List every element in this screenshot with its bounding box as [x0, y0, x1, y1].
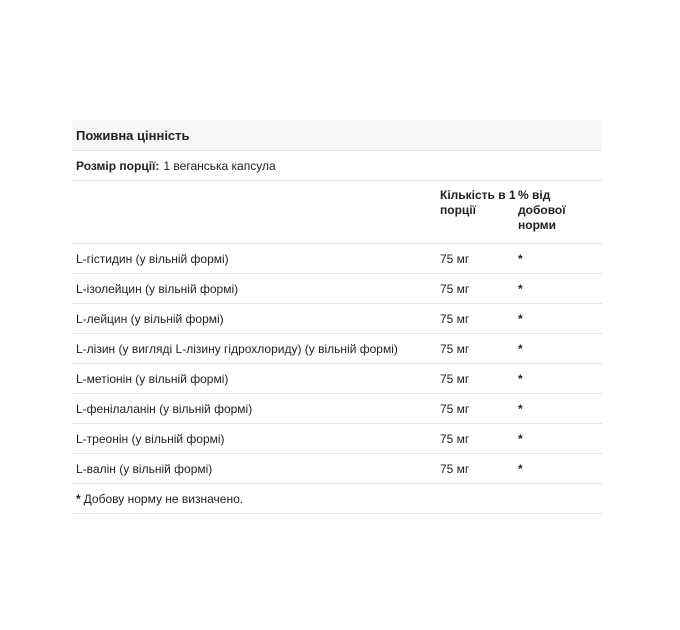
ingredient-daily-value: *	[518, 371, 523, 386]
ingredient-daily-value: *	[518, 461, 523, 476]
footnote-mark: *	[76, 491, 81, 506]
ingredient-name: L-лізин (у вигляді L-лізину гідрохлориду) (у вільній формі)	[76, 341, 398, 356]
table-row	[72, 454, 602, 484]
table-header	[72, 181, 602, 244]
footnote	[72, 484, 602, 514]
table-row	[72, 394, 602, 424]
ingredient-name: L-ізолейцин (у вільній формі)	[76, 281, 239, 296]
table-row	[72, 304, 602, 334]
table-row	[72, 424, 602, 454]
ingredient-daily-value: *	[518, 431, 523, 446]
ingredient-amount: 75 мг	[440, 371, 470, 386]
serving-size-label: Розмір порції:	[76, 158, 160, 173]
table-row	[72, 244, 602, 274]
ingredient-name: L-метіонін (у вільній формі)	[76, 371, 229, 386]
table-row	[72, 334, 602, 364]
serving-size-row	[72, 151, 602, 181]
ingredient-daily-value: *	[518, 311, 523, 326]
ingredient-amount: 75 мг	[440, 311, 470, 326]
ingredient-daily-value: *	[518, 281, 523, 296]
ingredient-amount: 75 мг	[440, 431, 470, 446]
ingredient-name: L-треонін (у вільній формі)	[76, 431, 225, 446]
ingredient-amount: 75 мг	[440, 281, 470, 296]
table-row	[72, 274, 602, 304]
footnote-text: Добову норму не визначено.	[83, 491, 244, 506]
ingredient-amount: 75 мг	[440, 401, 470, 416]
serving-size-value: 1 веганська капсула	[163, 158, 276, 173]
ingredient-daily-value: *	[518, 251, 523, 266]
ingredient-name: L-гістидин (у вільній формі)	[76, 251, 229, 266]
ingredient-name: L-валін (у вільній формі)	[76, 461, 213, 476]
ingredient-daily-value: *	[518, 401, 523, 416]
ingredient-amount: 75 мг	[440, 461, 470, 476]
ingredient-name: L-фенілаланін (у вільній формі)	[76, 401, 253, 416]
header-amount: Кількість в 1 порції	[440, 188, 516, 217]
nutrition-facts-panel	[72, 120, 602, 514]
panel-title: Поживна цінність	[72, 120, 602, 151]
ingredient-amount: 75 мг	[440, 251, 470, 266]
table-row	[72, 364, 602, 394]
header-daily-value: % від добової норми	[518, 188, 566, 232]
ingredient-daily-value: *	[518, 341, 523, 356]
ingredient-amount: 75 мг	[440, 341, 470, 356]
ingredient-name: L-лейцин (у вільній формі)	[76, 311, 224, 326]
